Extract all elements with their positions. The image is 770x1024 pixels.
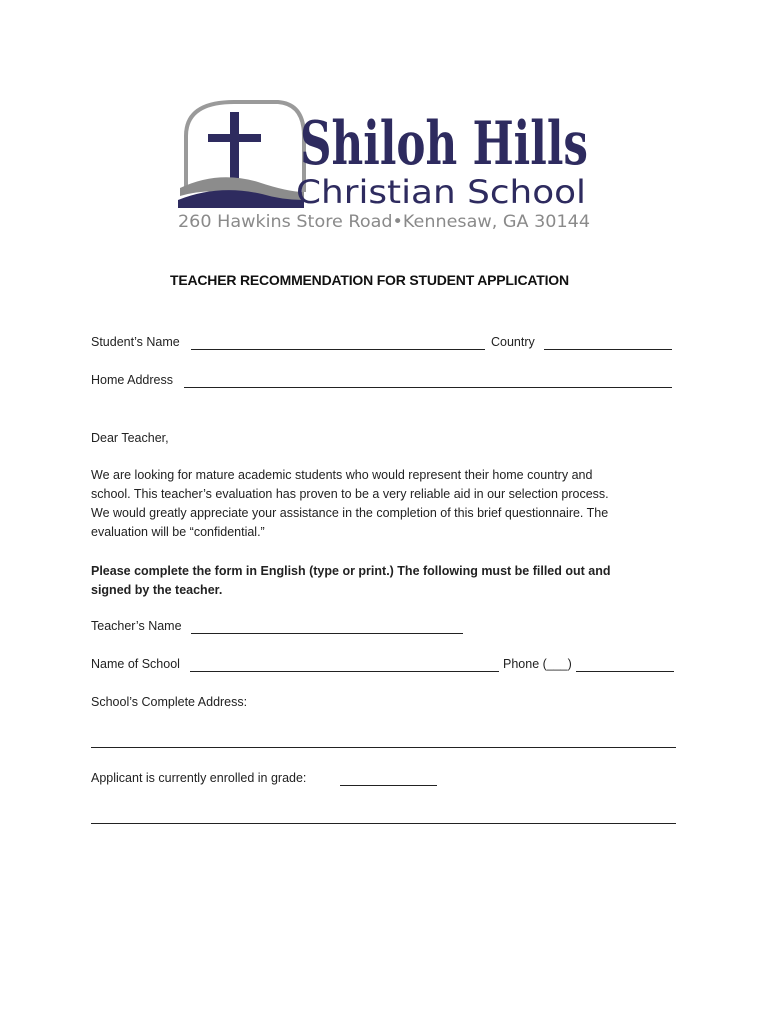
school-address-label: School’s Complete Address: bbox=[91, 695, 248, 709]
logo-school-name-line1: Shiloh Hills bbox=[300, 109, 588, 179]
letter-greeting: Dear Teacher, bbox=[91, 431, 169, 445]
letter-line: evaluation will be “confidential.” bbox=[91, 525, 265, 539]
country-input[interactable] bbox=[544, 349, 672, 350]
teacher-name-input[interactable] bbox=[191, 633, 463, 634]
phone-label: Phone (___) bbox=[503, 657, 572, 671]
home-address-input[interactable] bbox=[184, 387, 672, 388]
teacher-name-label: Teacher’s Name bbox=[91, 619, 182, 633]
school-address-input[interactable] bbox=[91, 747, 676, 748]
letter-line: We are looking for mature academic students who would represent their home country and bbox=[91, 468, 593, 482]
school-name-label: Name of School bbox=[91, 657, 180, 671]
grade-label: Applicant is currently enrolled in grade: bbox=[91, 771, 307, 785]
logo-school-name-line2: Christian School bbox=[296, 173, 586, 211]
letter-line: school. This teacher’s evaluation has proven to be a very reliable aid in our selection process. bbox=[91, 487, 609, 501]
home-address-label: Home Address bbox=[91, 373, 173, 387]
logo-arch-icon bbox=[186, 102, 304, 192]
form-title: TEACHER RECOMMENDATION FOR STUDENT APPLICATION bbox=[170, 272, 569, 288]
phone-input[interactable] bbox=[576, 671, 674, 672]
letter-line: We would greatly appreciate your assistance in the completion of this brief questionnaire. The bbox=[91, 506, 609, 520]
comments-line[interactable] bbox=[91, 823, 676, 824]
letter-body bbox=[91, 466, 691, 542]
instructions bbox=[91, 562, 691, 600]
logo-address: 260 Hawkins Store Road•Kennesaw, GA 30144 bbox=[178, 212, 590, 232]
school-name-input[interactable] bbox=[190, 671, 499, 672]
student-name-label: Student’s Name bbox=[91, 335, 180, 349]
country-label: Country bbox=[491, 335, 535, 349]
student-name-input[interactable] bbox=[191, 349, 485, 350]
instructions-line: signed by the teacher. bbox=[91, 583, 223, 597]
school-logo bbox=[178, 96, 590, 230]
instructions-line: Please complete the form in English (type or print.) The following must be filled out and bbox=[91, 564, 611, 578]
grade-input[interactable] bbox=[340, 785, 437, 786]
